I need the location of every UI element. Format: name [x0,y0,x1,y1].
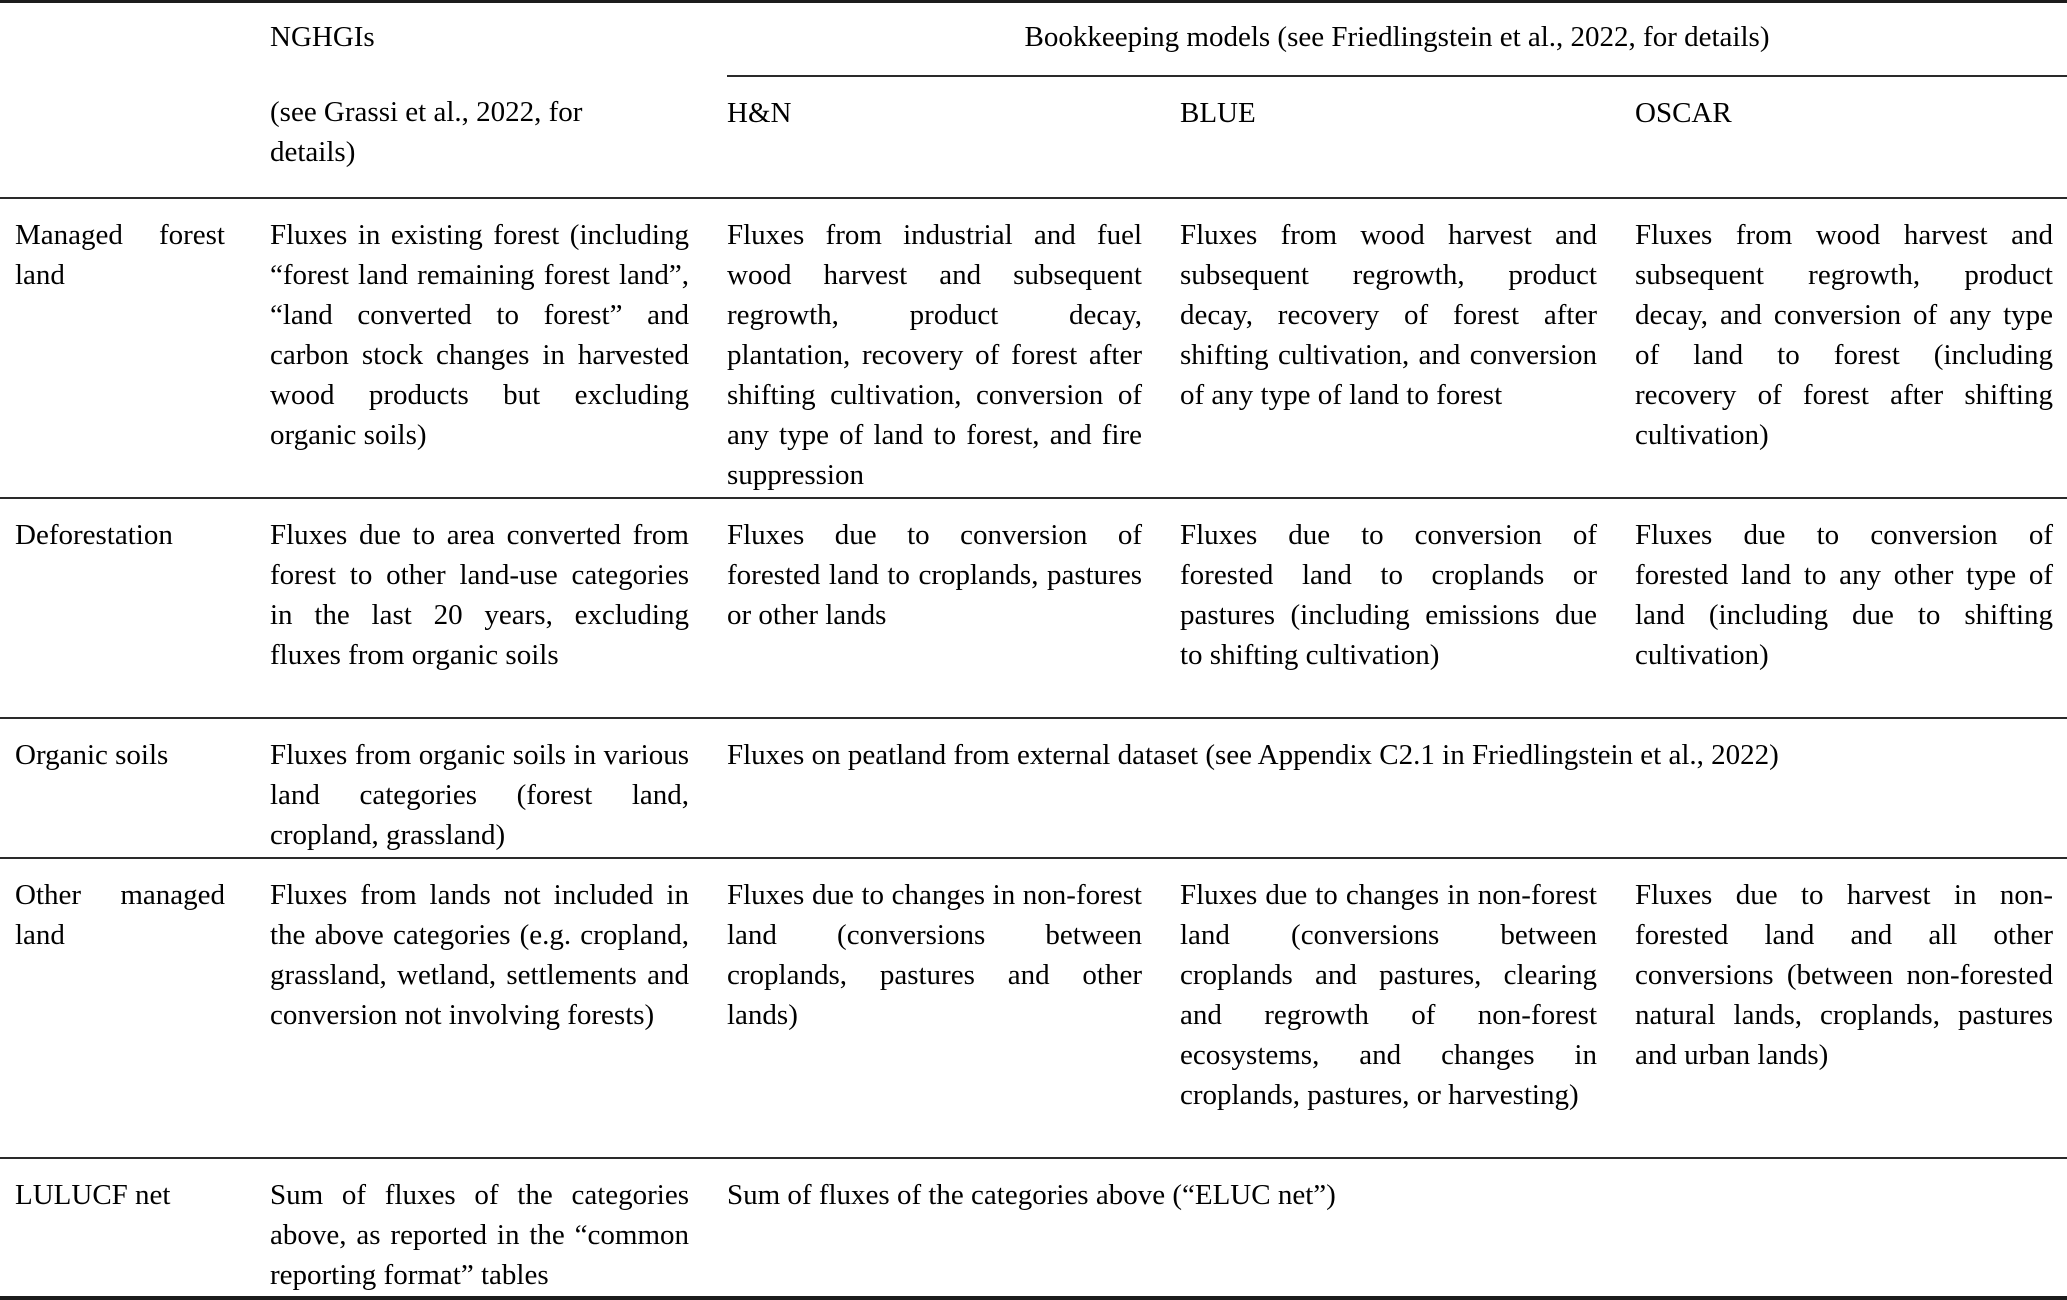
table-row-lulucf-net [0,1158,2067,1298]
cell-hn-managed-forest-land: Fluxes from industrial and fuel wood harvest and subsequent regrowth, product decay, plantation, recovery of forest after shifting cultivation, conversion of any type of land to forest, and fire suppression [727,198,1180,498]
table-row-organic-soils [0,718,2067,858]
header-empty-cell [0,76,255,198]
column-header-hn: H&N [727,97,792,129]
table-row-deforestation [0,498,2067,718]
row-label-managed-forest-land: Managed forest land [0,198,255,498]
cell-oscar-deforestation: Fluxes due to conversion of forested land to any other type of land (including due to shifting cultivation) [1635,498,2067,718]
cell-hn-deforestation: Fluxes due to conversion of forested land to croplands, pastures or other lands [727,498,1180,718]
cell-blue-managed-forest-land: Fluxes from wood harvest and subsequent regrowth, product decay, recovery of forest after shifting cultivation, and conversion of any type of land to forest [1180,198,1635,498]
column-header-blue: BLUE [1180,97,1256,129]
cell-blue-deforestation: Fluxes due to conversion of forested land to croplands or pastures (including emissions due to shifting cultivation) [1180,498,1635,718]
cell-nghgi-deforestation: Fluxes due to area converted from forest to other land-use categories in the last 20 years, excluding fluxes from organic soils [255,498,727,718]
row-label-lulucf-net: LULUCF net [0,1158,255,1298]
cell-models-span-lulucf-net: Sum of fluxes of the categories above (“ELUC net”) [727,1158,2067,1298]
cell-nghgi-managed-forest-land: Fluxes in existing forest (including “forest land remaining forest land”, “land converted to forest” and carbon stock changes in harvested wood products but excluding organic soils) [255,198,727,498]
table-row-managed-forest-land [0,198,2067,498]
table-row-other-managed-land [0,858,2067,1158]
cell-models-span-organic-soils: Fluxes on peatland from external dataset (see Appendix C2.1 in Friedlingstein et al., 2022) [727,718,2067,858]
cell-oscar-managed-forest-land: Fluxes from wood harvest and subsequent regrowth, product decay, and conversion of any type of land to forest (including recovery of forest after shifting cultivation) [1635,198,2067,498]
row-label-other-managed-land: Other managed land [0,858,255,1158]
row-label-deforestation: Deforestation [0,498,255,718]
nghgi-column-subtitle: (see Grassi et al., 2022, for details) [270,96,583,169]
nghgi-column-title: NGHGIs [270,21,375,53]
cell-hn-other-managed-land: Fluxes due to changes in non-forest land (conversions between croplands, pastures and other lands) [727,858,1180,1158]
row-label-organic-soils: Organic soils [0,718,255,858]
cell-nghgi-organic-soils: Fluxes from organic soils in various land categories (forest land, cropland, grassland) [255,718,727,858]
header-row-sub [0,76,2067,198]
cell-nghgi-lulucf-net: Sum of fluxes of the categories above, as reported in the “common reporting format” tables [255,1158,727,1298]
header-row-top [0,2,2067,77]
cell-blue-other-managed-land: Fluxes due to changes in non-forest land (conversions between croplands and pastures, clearing and regrowth of non-forest ecosystems, and changes in croplands, pastures, or harvesting) [1180,858,1635,1158]
column-header-oscar: OSCAR [1635,97,1732,129]
header-empty-cell [0,2,255,77]
cell-oscar-other-managed-land: Fluxes due to harvest in non-forested land and all other conversions (between non-forested natural lands, croplands, pastures and urban lands) [1635,858,2067,1158]
cell-nghgi-other-managed-land: Fluxes from lands not included in the above categories (e.g. cropland, grassland, wetland, settlements and conversion not involving forests) [255,858,727,1158]
bookkeeping-models-group-title: Bookkeeping models (see Friedlingstein et al., 2022, for details) [727,2,2067,77]
